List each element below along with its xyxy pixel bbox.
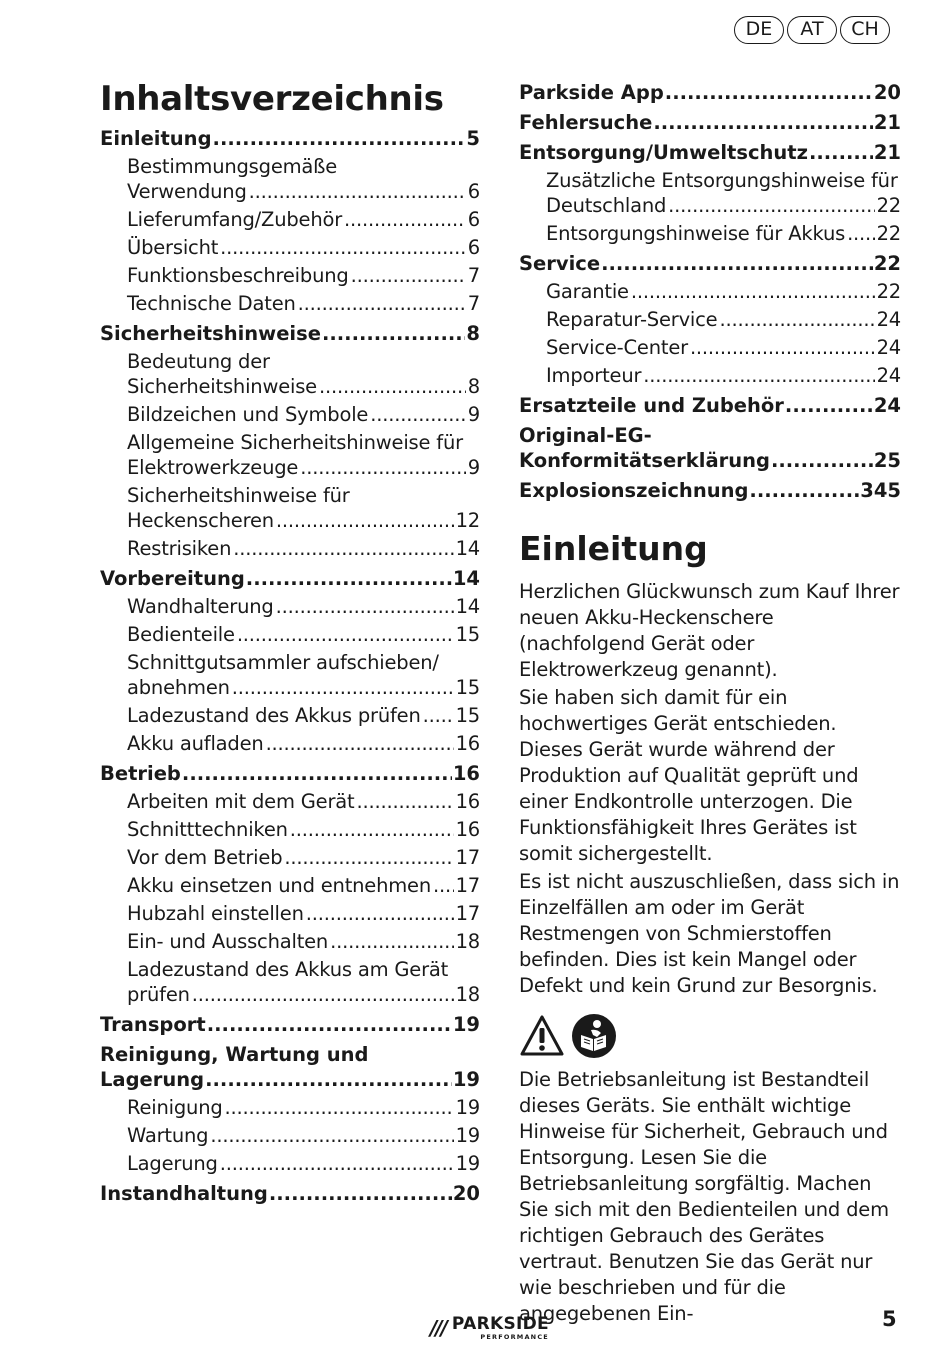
toc-leader-dots (246, 566, 452, 591)
toc-leader-dots (809, 140, 873, 165)
toc-entry-minor (519, 335, 901, 360)
toc-entry-text: Bildzeichen und Symbole (127, 403, 369, 426)
toc-page-number: 18 (455, 930, 480, 953)
lang-badge-de: DE (734, 16, 784, 44)
toc-page-number: 6 (467, 180, 480, 203)
toc-page-number: 8 (466, 322, 480, 345)
safety-icons (519, 1013, 901, 1059)
toc-entry-minor (100, 349, 480, 399)
toc-entry-major (519, 251, 901, 276)
toc-leader-dots (719, 307, 874, 332)
toc-page-number: 20 (873, 81, 901, 104)
intro-paragraph-2: Sie haben sich damit für ein hochwertiges Gerät entschieden. Dieses Gerät wurde während der Produktion auf Qualität geprüft und einer Endkontrolle unterzogen. Die Funktionsfähigkeit Ihres Gerätes ist somit sichergestellt. (519, 686, 859, 865)
toc-leader-dots (192, 982, 454, 1007)
toc-entry-text: Technische Daten (127, 292, 296, 315)
toc-page-number: 14 (455, 595, 480, 618)
toc-entry-text: Service (519, 252, 601, 275)
toc-page-number: 17 (455, 874, 480, 897)
toc-entry-text: Wartung (127, 1124, 209, 1147)
toc-leader-dots (847, 221, 875, 246)
toc-page-number: 7 (467, 292, 480, 315)
toc-entry-text: Einleitung (100, 127, 212, 150)
toc-leader-dots (668, 193, 874, 218)
toc-page-number: 22 (876, 280, 901, 303)
toc-leader-dots (266, 731, 454, 756)
toc-page-number: 6 (467, 208, 480, 231)
toc-leader-dots (232, 675, 454, 700)
toc-leader-dots (290, 817, 454, 842)
lang-badge-ch: CH (840, 16, 890, 44)
toc-leader-dots (433, 873, 454, 898)
toc-entry-text: Deutschland (546, 194, 667, 217)
toc-entry-minor (100, 845, 480, 870)
toc-entry-text: Verwendung (127, 180, 247, 203)
toc-list-left (100, 126, 480, 1206)
toc-entry-text: Importeur (546, 364, 642, 387)
parkside-logo (430, 1315, 549, 1341)
toc-entry-text: Lagerung (100, 1068, 205, 1091)
toc-entry-minor (100, 789, 480, 814)
toc-entry-text: Ladezustand des Akkus prüfen (127, 704, 421, 727)
toc-page-number: 9 (467, 456, 480, 479)
toc-entry-text: Garantie (546, 280, 629, 303)
toc-entry-minor (519, 363, 901, 388)
logo-subtext: PERFORMANCE (480, 1333, 549, 1341)
toc-leader-dots (225, 1095, 454, 1120)
toc-entry-major (100, 321, 480, 346)
toc-leader-dots (653, 110, 873, 135)
toc-leader-dots (220, 1151, 454, 1176)
toc-page-number: 17 (455, 846, 480, 869)
toc-leader-dots (276, 508, 454, 533)
toc-page-number: 20 (452, 1182, 480, 1205)
toc-page-number: 24 (873, 394, 901, 417)
toc-entry-text: Bedeutung der (127, 350, 270, 373)
toc-leader-dots (220, 235, 466, 260)
toc-entry-text: Akku einsetzen und entnehmen (127, 874, 432, 897)
logo-text: PARKSIDE (451, 1314, 549, 1334)
toc-leader-dots (785, 393, 873, 418)
toc-leader-dots (300, 455, 466, 480)
toc-entry-major (519, 80, 901, 105)
toc-leader-dots (276, 594, 454, 619)
toc-entry-text: Funktionsbeschreibung (127, 264, 349, 287)
toc-page-number: 16 (455, 818, 480, 841)
page-number: 5 (882, 1307, 897, 1331)
intro-paragraph-1: Herzlichen Glückwunsch zum Kauf Ihrer neuen Akku-Heckenschere (nachfolgend Gerät oder Elektrowerkzeug genannt). (519, 580, 900, 681)
toc-entry-text: Allgemeine Sicherheitshinweise für (127, 431, 463, 454)
toc-entry-minor (100, 873, 480, 898)
toc-title: Inhaltsverzeichnis (100, 79, 444, 119)
intro-paragraph-3: Es ist nicht auszuschließen, dass sich in Einzelfällen am oder im Gerät Restmengen von Schmierstoffen befinden. Dies ist kein Mangel oder Defekt und kein Grund zur Besorgnis. (519, 870, 900, 997)
toc-entry-minor (100, 154, 480, 204)
toc-leader-dots (357, 789, 454, 814)
toc-leader-dots (771, 448, 873, 473)
toc-page-number: 21 (873, 111, 901, 134)
toc-leader-dots (298, 291, 466, 316)
read-manual-icon (571, 1013, 617, 1059)
toc-entry-text: Vor dem Betrieb (127, 846, 283, 869)
toc-entry-major (519, 110, 901, 135)
toc-page-number: 16 (452, 762, 480, 785)
toc-entry-text: abnehmen (127, 676, 230, 699)
toc-leader-dots (749, 478, 859, 503)
toc-entry-text: Bedienteile (127, 623, 235, 646)
toc-list-right (519, 80, 901, 503)
toc-page-number: 14 (455, 537, 480, 560)
toc-page-number: 14 (452, 567, 480, 590)
toc-entry-text: Bestimmungsgemäße (127, 155, 338, 178)
toc-entry-minor (100, 622, 480, 647)
toc-page-number: 12 (455, 509, 480, 532)
toc-page-number: 18 (455, 983, 480, 1006)
toc-entry-minor (100, 731, 480, 756)
toc-entry-major (100, 761, 480, 786)
toc-page-number: 19 (455, 1152, 480, 1175)
toc-page-number: 17 (455, 902, 480, 925)
toc-entry-minor (100, 1151, 480, 1176)
toc-leader-dots (322, 321, 465, 346)
right-column (519, 78, 901, 1327)
toc-entry-text: Lagerung (127, 1152, 218, 1175)
toc-entry-minor (519, 307, 901, 332)
toc-entry-text: Reinigung (127, 1096, 223, 1119)
toc-entry-text: Sicherheitshinweise für (127, 484, 350, 507)
toc-entry-minor (519, 279, 901, 304)
toc-entry-text: Heckenscheren (127, 509, 274, 532)
toc-leader-dots (210, 1123, 453, 1148)
toc-page-number: 16 (455, 790, 480, 813)
toc-entry-minor (100, 536, 480, 561)
manual-paragraph: Die Betriebsanleitung ist Bestandteil dieses Geräts. Sie enthält wichtige Hinweise für Sicherheit, Gebrauch und Entsorgung. Lesen Sie die Betriebsanleitung sorgfältig. Machen Sie sich mit den Bedienteilen und dem richtigen Gebrauch des Gerätes vertraut. Benutzen Sie das Gerät nur wie beschrieben und für die angegebenen Ein- (519, 1068, 889, 1325)
toc-entry-minor (100, 483, 480, 533)
toc-entry-text: prüfen (127, 983, 190, 1006)
toc-entry-text: Original-EG- (519, 424, 652, 447)
toc-leader-dots (207, 1012, 452, 1037)
toc-page-number: 19 (452, 1013, 480, 1036)
toc-entry-text: Sicherheitshinweise (100, 322, 321, 345)
toc-entry-minor (100, 235, 480, 260)
toc-leader-dots (643, 363, 874, 388)
toc-leader-dots (631, 279, 875, 304)
toc-entry-minor (100, 291, 480, 316)
language-badges (734, 16, 890, 44)
toc-entry-major (519, 478, 901, 503)
toc-entry-minor (100, 650, 480, 700)
toc-entry-minor (100, 430, 480, 480)
toc-page-number: 15 (455, 704, 480, 727)
toc-leader-dots (351, 263, 466, 288)
toc-entry-minor (519, 168, 901, 218)
toc-entry-major (519, 140, 901, 165)
toc-page-number: 9 (467, 403, 480, 426)
toc-leader-dots (237, 622, 454, 647)
toc-leader-dots (665, 80, 873, 105)
toc-entry-major (519, 423, 901, 473)
toc-leader-dots (269, 1181, 452, 1206)
toc-page-number: 22 (876, 222, 901, 245)
toc-page-number: 22 (876, 194, 901, 217)
toc-entry-minor (100, 263, 480, 288)
toc-entry-minor (519, 221, 901, 246)
toc-entry-text: Fehlersuche (519, 111, 653, 134)
toc-leader-dots (213, 126, 466, 151)
toc-entry-text: Instandhaltung (100, 1182, 268, 1205)
warning-icon (519, 1014, 565, 1058)
toc-leader-dots (370, 402, 466, 427)
toc-entry-text: Lieferumfang/Zubehör (127, 208, 343, 231)
logo-bars: /// (430, 1316, 446, 1340)
toc-leader-dots (249, 179, 466, 204)
toc-entry-minor (100, 817, 480, 842)
toc-entry-text: Explosionszeichnung (519, 479, 749, 502)
left-column (100, 78, 480, 1209)
toc-entry-text: Sicherheitshinweise (127, 375, 317, 398)
toc-page-number: 5 (466, 127, 480, 150)
toc-entry-text: Zusätzliche Entsorgungshinweise für (546, 169, 898, 192)
toc-page-number: 345 (860, 479, 901, 502)
toc-leader-dots (319, 374, 466, 399)
toc-leader-dots (233, 536, 453, 561)
toc-entry-text: Reparatur-Service (546, 308, 718, 331)
toc-leader-dots (690, 335, 875, 360)
toc-entry-text: Akku aufladen (127, 732, 264, 755)
toc-entry-text: Entsorgungshinweise für Akkus (546, 222, 846, 245)
toc-page-number: 19 (452, 1068, 480, 1091)
toc-entry-text: Schnitttechniken (127, 818, 288, 841)
toc-entry-minor (100, 402, 480, 427)
toc-entry-major (100, 1012, 480, 1037)
lang-badge-at: AT (787, 16, 837, 44)
toc-entry-major (519, 393, 901, 418)
toc-entry-text: Reinigung, Wartung und (100, 1043, 369, 1066)
toc-entry-minor (100, 929, 480, 954)
toc-page-number: 8 (467, 375, 480, 398)
toc-entry-major (100, 1042, 480, 1092)
toc-leader-dots (344, 207, 466, 232)
toc-page-number: 15 (455, 676, 480, 699)
toc-entry-text: Ein- und Ausschalten (127, 930, 329, 953)
toc-entry-text: Restrisiken (127, 537, 232, 560)
toc-entry-text: Vorbereitung (100, 567, 245, 590)
toc-page-number: 24 (876, 336, 901, 359)
toc-entry-major (100, 126, 480, 151)
toc-entry-major (100, 1181, 480, 1206)
toc-leader-dots (330, 929, 453, 954)
section-title-einleitung: Einleitung (519, 529, 708, 568)
toc-entry-major (100, 566, 480, 591)
toc-entry-minor (100, 1123, 480, 1148)
toc-page-number: 6 (467, 236, 480, 259)
toc-leader-dots (601, 251, 873, 276)
toc-leader-dots (306, 901, 454, 926)
toc-entry-text: Ersatzteile und Zubehör (519, 394, 784, 417)
toc-page-number: 25 (873, 449, 901, 472)
toc-page-number: 15 (455, 623, 480, 646)
toc-leader-dots (284, 845, 453, 870)
toc-entry-minor (100, 207, 480, 232)
toc-page-number: 22 (873, 252, 901, 275)
toc-leader-dots (182, 761, 452, 786)
toc-entry-text: Ladezustand des Akkus am Gerät (127, 958, 449, 981)
toc-entry-minor (100, 594, 480, 619)
toc-entry-text: Entsorgung/Umweltschutz (519, 141, 808, 164)
toc-entry-text: Service-Center (546, 336, 688, 359)
toc-page-number: 24 (876, 308, 901, 331)
toc-entry-minor (100, 957, 480, 1007)
toc-page-number: 16 (455, 732, 480, 755)
toc-entry-minor (100, 901, 480, 926)
toc-entry-text: Übersicht (127, 236, 219, 259)
toc-entry-text: Parkside App (519, 81, 664, 104)
toc-leader-dots (205, 1067, 452, 1092)
toc-page-number: 19 (455, 1096, 480, 1119)
toc-entry-text: Arbeiten mit dem Gerät (127, 790, 355, 813)
toc-entry-minor (100, 703, 480, 728)
toc-leader-dots (423, 703, 454, 728)
toc-page-number: 7 (467, 264, 480, 287)
toc-page-number: 19 (455, 1124, 480, 1147)
toc-entry-text: Hubzahl einstellen (127, 902, 304, 925)
toc-page-number: 24 (876, 364, 901, 387)
toc-page-number: 21 (873, 141, 901, 164)
toc-entry-text: Betrieb (100, 762, 181, 785)
toc-entry-text: Konformitätserklärung (519, 449, 770, 472)
toc-entry-text: Schnittgutsammler aufschieben/ (127, 651, 439, 674)
toc-entry-text: Transport (100, 1013, 206, 1036)
toc-entry-text: Wandhalterung (127, 595, 274, 618)
toc-entry-minor (100, 1095, 480, 1120)
toc-entry-text: Elektrowerkzeuge (127, 456, 299, 479)
